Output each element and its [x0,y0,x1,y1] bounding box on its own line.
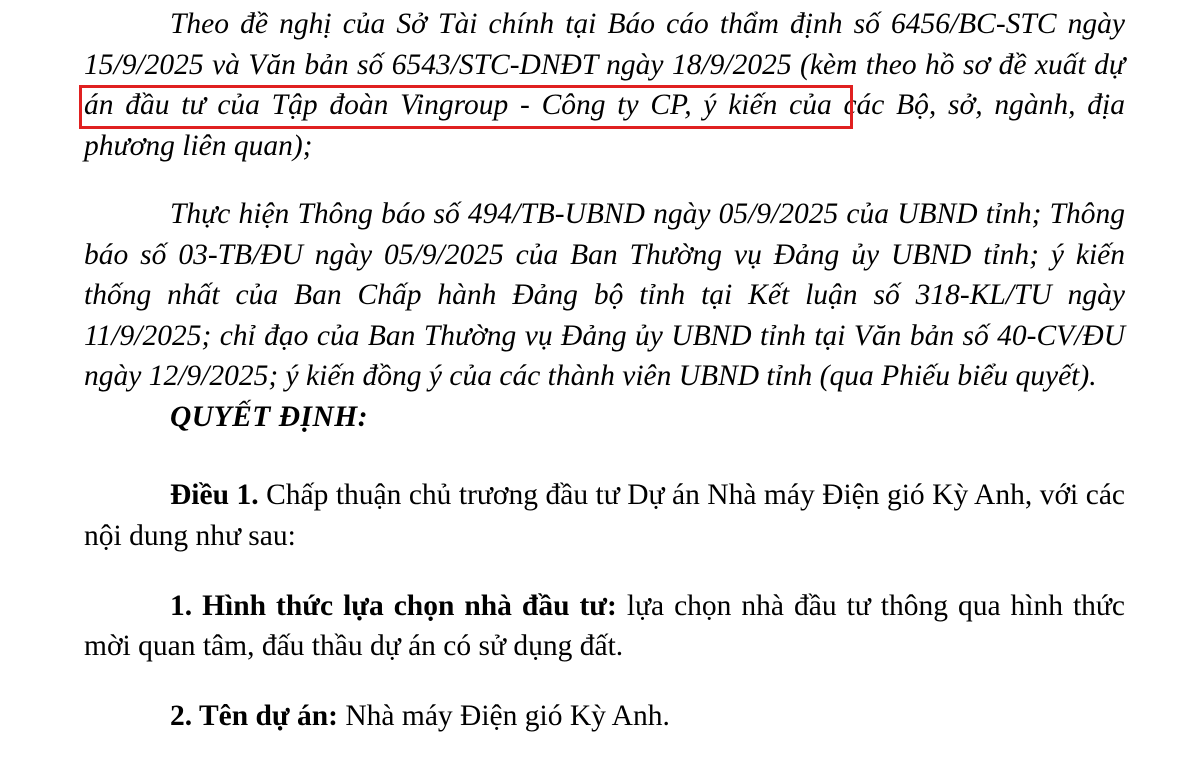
item-2-label: 2. Tên dự án: [170,700,338,732]
decision-heading: QUYẾT ĐỊNH: [170,400,369,433]
article-1-label: Điều 1. [170,479,259,511]
item-1-paragraph [84,586,1125,667]
item-2-paragraph [84,696,1125,737]
item-2-text: Nhà máy Điện gió Kỳ Anh. [337,700,670,732]
article-1-paragraph [84,475,1125,556]
article-1-text: Chấp thuận chủ trương đầu tư Dự án Nhà máy Điện gió Kỳ Anh, với các nội dung như sau: [84,479,1126,552]
document-body [84,4,1125,766]
paragraph-1: Theo đề nghị của Sở Tài chính tại Báo cáo thẩm định số 6456/BC-STC ngày 15/9/2025 và Văn bản số 6543/STC-DNĐT ngày 18/9/2025 (kèm theo hồ sơ đề xuất dự án đầu tư của Tập đoàn Vingroup - Công ty CP, ý kiến của các Bộ, sở, ngành, địa phương liên quan); [84,8,1125,162]
item-1-text: lựa chọn nhà đầu tư thông qua hình thức mời quan tâm, đấu thầu dự án có sử dụng đất. [84,589,1125,662]
item-1-label: 1. Hình thức lựa chọn nhà đầu tư: [170,589,617,622]
paragraph-2: Thực hiện Thông báo số 494/TB-UBND ngày 05/9/2025 của UBND tỉnh; Thông báo số 03-TB/ĐU ngày 05/9/2025 của Ban Thường vụ Đảng ủy UBND tỉnh; ý kiến thống nhất của Ban Chấp hành Đảng bộ tỉnh tại Kết luận số 318-KL/TU ngày 11/9/2025; chỉ đạo của Ban Thường vụ Đảng ủy UBND tỉnh tại Văn bản số 40-CV/ĐU ngày 12/9/2025; ý kiến đồng ý của các thành viên UBND tỉnh (qua Phiếu biểu quyết). [84,198,1125,392]
